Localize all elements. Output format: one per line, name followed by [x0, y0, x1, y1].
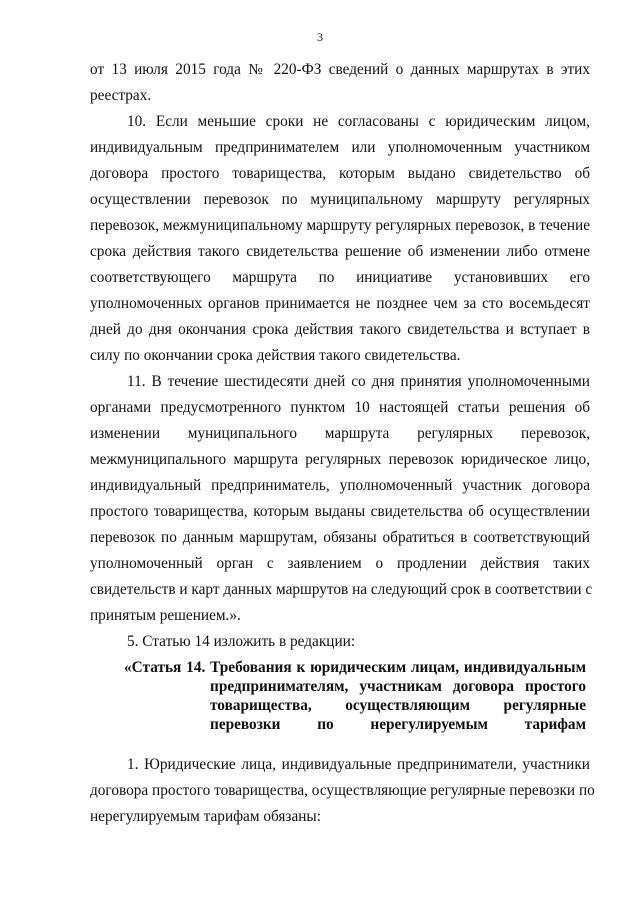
text-line: срока действия такого свидетельства решение об изменении либо отмене: [90, 243, 590, 260]
article-heading-line: товарищества, осуществляющим регулярные: [210, 697, 586, 714]
text-line: 11. В течение шестидесяти дней со дня принятия уполномоченными: [127, 373, 590, 390]
text-line: принятым решением.».: [90, 607, 241, 624]
article-heading-line: перевозки по нерегулируемым тарифам: [210, 716, 586, 733]
text-line: уполномоченный орган с заявлением о продлении действия таких: [90, 555, 590, 572]
text-line: договора простого товарищества, которым выдано свидетельство об: [90, 165, 590, 182]
text-line: дней до дня окончания срока действия такого свидетельства и вступает в: [90, 321, 590, 338]
text-line: индивидуальный предприниматель, уполномоченный участник договора: [90, 477, 590, 494]
text-line: 10. Если меньшие сроки не согласованы с юридическим лицом,: [127, 113, 590, 130]
text-line: перевозок, межмуниципальному маршруту регулярных перевозок, в течение: [90, 217, 590, 234]
text-line: органами предусмотренного пунктом 10 настоящей статьи решения об: [90, 399, 590, 416]
text-line: реестрах.: [90, 87, 152, 104]
text-line: силу по окончании срока действия такого свидетельства.: [90, 347, 461, 364]
text-line: уполномоченных органов принимается не позднее чем за сто восемьдесят: [90, 295, 590, 312]
text-line: соответствующего маршрута по инициативе установивших его: [90, 269, 590, 286]
text-line: индивидуальным предпринимателем или уполномоченным участником: [90, 139, 590, 156]
text-line: межмуниципального маршрута регулярных перевозок юридическое лицо,: [90, 451, 590, 468]
text-line: простого товарищества, которым выданы свидетельства об осуществлении: [90, 503, 590, 520]
text-line: перевозок по данным маршрутам, обязаны обратиться в соответствующий: [90, 529, 590, 546]
text-line: нерегулируемым тарифам обязаны:: [90, 808, 321, 825]
text-line: осуществлении перевозок по муниципальному маршруту регулярных: [90, 191, 590, 208]
text-line: изменении муниципального маршрута регулярных перевозок,: [90, 425, 590, 442]
article-heading-line: «Статья 14. Требования к юридическим лицам, индивидуальным: [124, 659, 586, 676]
text-line: договора простого товарищества, осуществляющие регулярные перевозки по: [90, 782, 595, 799]
text-line: свидетельств и карт данных маршрутов на следующий срок в соответствии с: [90, 581, 593, 598]
text-line: 5. Статью 14 изложить в редакции:: [127, 633, 356, 650]
page-number: 3: [317, 30, 323, 44]
article-heading-line: предпринимателям, участникам договора простого: [210, 678, 586, 695]
text-line: 1. Юридические лица, индивидуальные предприниматели, участники: [127, 756, 590, 773]
text-line: от 13 июля 2015 года № 220-ФЗ сведений о данных маршрутах в этих: [90, 61, 590, 78]
